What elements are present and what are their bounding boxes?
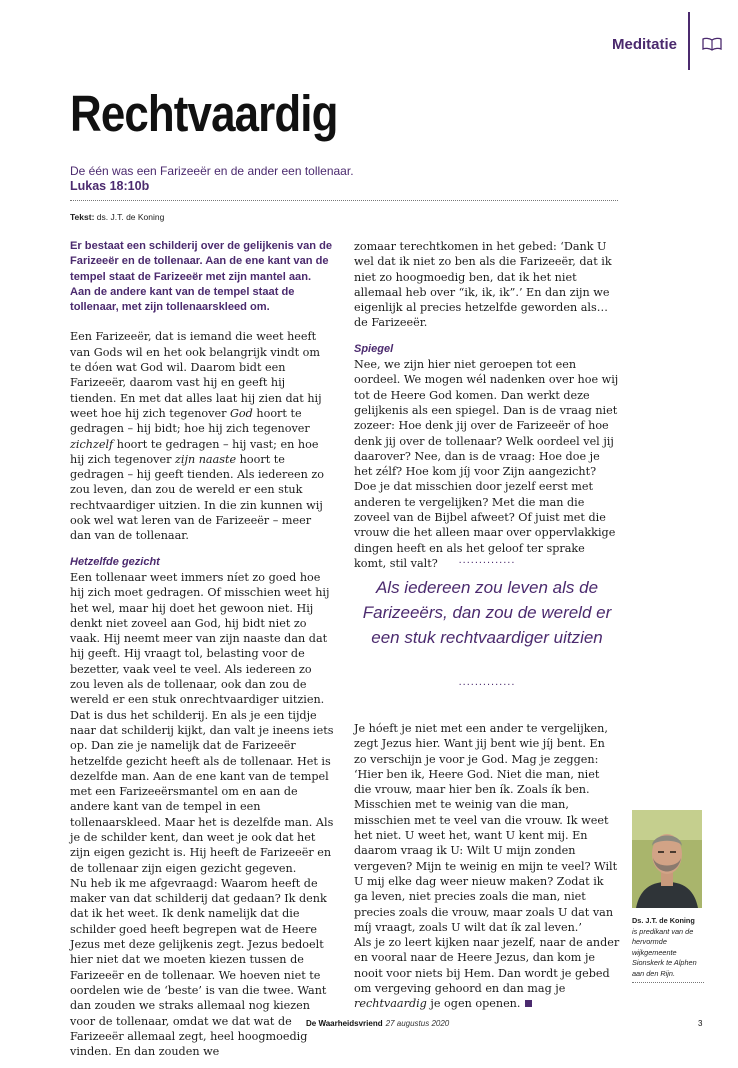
- subheading: Hetzelfde gezicht: [70, 555, 160, 568]
- author-photo: [632, 810, 702, 908]
- open-book-icon: [702, 37, 722, 51]
- body-paragraph: Een tollenaar weet immers níet zo goed hoe hij zich moet gedragen. Of misschien weet hij het wel, maar hij doet het gewoon niet. Hij denkt niet zoveel aan God, hij bidt niet zo vaak. Hij neemt meer van zijn naaste dan dat hij geeft. Hij vraagt tol, belasting voor de bezetter, vaak veel te veel. Als iedereen zo zou leven als de tollenaar, ook dan zou de wereld er een stuk onrechtvaardiger uitzien.: [70, 570, 330, 707]
- author-label: Tekst:: [70, 212, 95, 222]
- bible-verse-reference: Lukas 18:10b: [70, 179, 150, 193]
- body-paragraph: Nee, we zijn hier niet geroepen tot een oordeel. We mogen wél nadenken over hoe wij tot de Heere God komen. Dan werkt deze gelijkenis als een spiegel. Dan is de vraag niet zozeer: Hoe denk jij over de Farizeeër of hoe denk jij over de tollenaar? Welk oordeel vel jij daarover? Nee, dan is de vraag: Hoe doe je het zélf? Hoe kom jíj voor Zijn aangezicht? Doe je dat misschien door jezelf eerst met anderen te vergelijken? Met die man die zoveel van de Bijbel afweet? Of juist met die vrouw die het alleen maar over oppervlakkige dingen heeft en als het geloof ter sprake komt, stil valt?: [354, 358, 619, 570]
- dotted-divider: [70, 200, 618, 201]
- author-caption: [632, 916, 710, 979]
- body-paragraph: Nu heb ik me afgevraagd: Waarom heeft de maker van dat schilderij dat gedaan? Ik denk dat ik het weet. Ik denk namelijk dat die schilder goed heeft begrepen wat de Heere Jezus met deze gelijkenis zegt. Jezus bedoelt hier niet dat we moeten kiezen tussen de Farizeeër en de tollenaar. We hoeven niet te oordelen wie de ‘beste’ is van die twee. Want dan zouden we straks allemaal nog kiezen voor de tollenaar, omdat we dat wat de Farizeeër allemaal zegt, heel hoogmoedig vinden. En dan zouden we: [70, 876, 327, 1059]
- caption-author-bio: is predikant van de hervormde wijkgemeente Sionskerk te Alphen aan den Rijn.: [632, 926, 697, 978]
- pull-quote: Als iedereen zou leven als de Farizeeërs, dan zou de wereld er een stuk rechtvaardiger uitzien: [362, 578, 612, 647]
- header-divider: [688, 12, 690, 70]
- caption-author-name: Ds. J.T. de Koning: [632, 916, 695, 925]
- author-credit: [70, 212, 164, 222]
- intro-paragraph: Er bestaat een schilderij over de gelijkenis van de Farizeeër en de tollenaar. Aan de ene kant van de tempel staat de Farizeeër met zijn mantel aan. Aan de andere kant van de tempel staat de tollenaar, met zijn tollenaarskleed om.: [70, 240, 333, 314]
- left-column: [70, 239, 334, 1059]
- right-column-top: [354, 239, 620, 571]
- body-paragraph: Een Farizeeër, dat is iemand die weet heeft van Gods wil en het ook belangrijk vindt om te dóen wat God wil. Daarom bidt een Farizeeër, daarom vast hij en geeft hij tienden. En met dat alles laat hij zien dat hij weet hoe hij zich tegenover God hoort te gedragen – hij bidt; hoe hij zich tegenover zichzelf hoort te gedragen – hij vast; en hoe hij zich tegenover zijn naaste hoort te gedragen – hij geeft tienden. Als iedereen zo zou leven, dan zou de wereld er een stuk rechtvaardiger uitzien. In die zin kunnen wij ook wel wat leren van de Farizeeër – meer dan van de tollenaar.: [70, 330, 324, 543]
- right-column-bottom: [354, 721, 620, 1012]
- body-paragraph: Je hóeft je niet met een ander te vergelijken, zegt Jezus hier. Want jij bent wie jíj bent. En zo verschijn je voor je God. Mag je zeggen: ‘Hier ben ik, Heere God. Niet die man, niet die vrouw, maar hier ben ík. Zoals ík ben. Misschien met te weinig van die man, misschien met te veel van die vrouw. Ik weet het niet. U weet het, want U kent mij. En daarom vraag ik U: Wilt U mijn zonden vergeven? Mijn te weinig en mijn te veel? Wilt U mij elke dag weer nieuw maken? Zodat ik ga leven, niet precies zoals die man, niet precies zoals die vrouw, maar zoals U dat van míj vraagt, zoals U wilt dat ík zal leven.’: [354, 722, 618, 934]
- section-label: Meditatie: [612, 36, 678, 53]
- author-name: ds. J.T. de Koning: [96, 212, 165, 222]
- body-paragraph: Als je zo leert kijken naar jezelf, naar de ander en vooral naar de Heere Jezus, dan kom je nooit voor niets bij Hem. Dan wordt je gebed om vergeving gehoord en dan mag je rechtvaardig je ogen openen.: [354, 936, 620, 1011]
- portrait-illustration: [632, 810, 702, 908]
- page-footer: [306, 1019, 449, 1028]
- caption-divider: [632, 982, 704, 983]
- bible-verse-text: De één was een Farizeeër en de ander een tollenaar.: [70, 164, 354, 178]
- subheading: Spiegel: [354, 342, 394, 355]
- end-mark-icon: [525, 1000, 532, 1007]
- body-paragraph: Dat is dus het schilderij. En als je een tijdje naar dat schilderij kijkt, dan valt je ineens iets op. Dan zie je namelijk dat de Farizeeër hetzelfde gezicht heeft als de tollenaar. Het is dezelfde man. Aan de ene kant van de tempel met een Farizeeërsmantel om en aan de andere kant van de tempel in een tollenaarskleed. Maar het is dezelfde man. Als je de schilder kent, dan weet je ook dat het zijn eigen gezicht is. Hij heeft de Farizeeër en de tollenaar zijn eigen gezicht gegeven.: [70, 708, 334, 875]
- publication-date: 27 augustus 2020: [385, 1019, 450, 1028]
- quote-dots-bottom: ..............: [458, 676, 516, 688]
- page-number: 3: [698, 1019, 703, 1028]
- article-title: Rechtvaardig: [70, 85, 338, 142]
- quote-dots-top: ..............: [458, 554, 516, 566]
- body-paragraph: zomaar terechtkomen in het gebed: ‘Dank U wel dat ik niet zo ben als die Farizeeër, dat ik niet zo hoogmoedig ben, dat ik het niet allemaal heb over “ik, ik, ik”.’ En dan zijn we eigenlijk al precies hetzelfde geworden als… de Farizeeër.: [354, 240, 612, 330]
- publication-name: De Waarheidsvriend: [306, 1019, 383, 1028]
